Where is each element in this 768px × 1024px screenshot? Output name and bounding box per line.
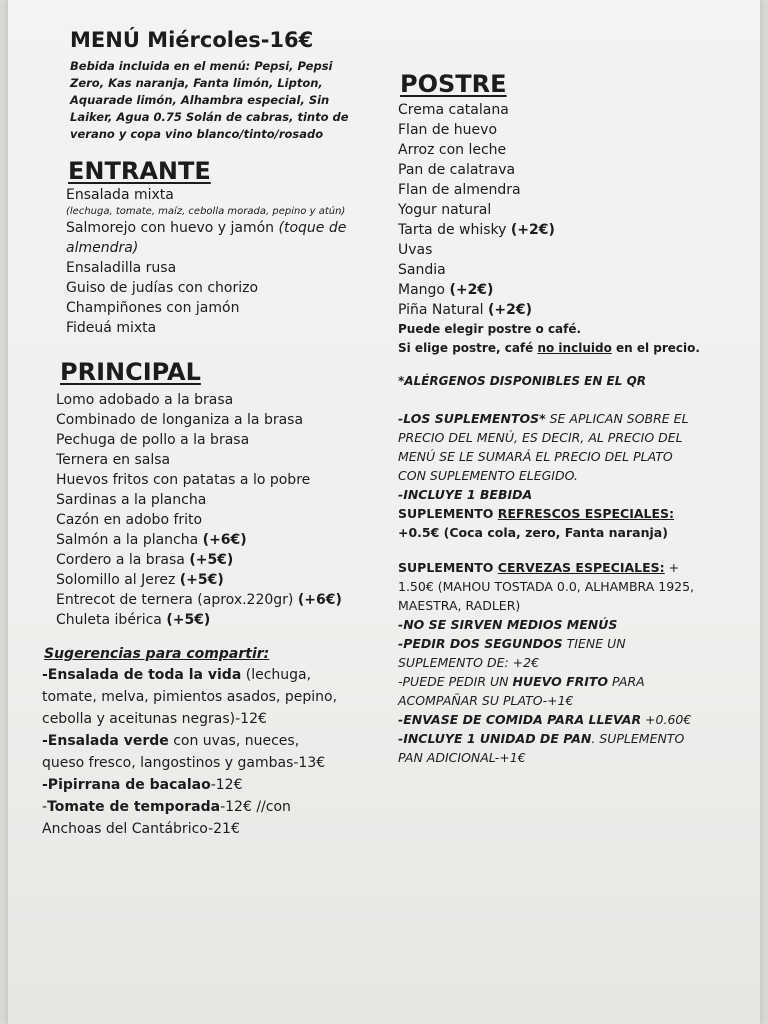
- postre-item: Mango (+2€): [398, 282, 494, 298]
- entrante-list: [66, 185, 388, 338]
- left-column: [38, 28, 388, 840]
- entrante-item: Ensaladilla rusa: [66, 260, 177, 276]
- principal-item: Ternera en salsa: [56, 452, 171, 468]
- principal-item: Chuleta ibérica (+5€): [56, 612, 211, 628]
- bebida-rule: -INCLUYE 1 BEBIDA: [398, 487, 533, 502]
- suplementos-block: [398, 409, 698, 767]
- postre-item: Flan de huevo: [398, 122, 498, 138]
- right-column: [398, 70, 748, 767]
- menu-sheet: [8, 0, 760, 1024]
- postre-item: Arroz con leche: [398, 142, 507, 158]
- sugerencia-item: -Ensalada verde con uvas, nueces, queso fresco, langostinos y gambas-13€: [42, 733, 326, 771]
- principal-list: [56, 390, 388, 630]
- sugerencia-item: -Ensalada de toda la vida (lechuga, tomate, melva, pimientos asados, pepino, cebolla y aceitunas negras)-12€: [42, 667, 338, 727]
- principal-item: Solomillo al Jerez (+5€): [56, 572, 224, 588]
- pan-rule: -INCLUYE 1 UNIDAD DE PAN. SUPLEMENTO PAN ADICIONAL-+1€: [398, 731, 685, 765]
- postre-note: Puede elegir postre o café.: [398, 322, 582, 336]
- postre-list: [398, 100, 748, 320]
- sugerencia-item: -Tomate de temporada-12€ //con Anchoas del Cantábrico-21€: [42, 799, 291, 837]
- principal-item: Lomo adobado a la brasa: [56, 392, 234, 408]
- principal-item: Huevos fritos con patatas a lo pobre: [56, 472, 311, 488]
- huevo-rule: -PUEDE PEDIR UN HUEVO FRITO PARA ACOMPAÑAR SU PLATO-+1€: [398, 674, 645, 708]
- alergenos-note: *ALÉRGENOS DISPONIBLES EN EL QR: [398, 374, 647, 388]
- drinks-included-text: Bebida incluida en el menú: Pepsi, Pepsi Zero, Kas naranja, Fanta limón, Lipton, Aquarade limón, Alhambra especial, Sin Laiker, Agua 0.75 Solán de cabras, tinto de verano y copa vino blanco/tinto/rosado: [70, 59, 349, 141]
- postre-heading: POSTRE: [400, 70, 507, 98]
- entrante-item: Salmorejo con huevo y jamón (toque de almendra): [66, 220, 347, 256]
- principal-item: Combinado de longaniza a la brasa: [56, 412, 304, 428]
- refrescos-rule: SUPLEMENTO REFRESCOS ESPECIALES:: [398, 506, 675, 521]
- postre-item: Crema catalana: [398, 102, 509, 118]
- principal-item: Cazón en adobo frito: [56, 512, 203, 528]
- principal-item: Pechuga de pollo a la brasa: [56, 432, 250, 448]
- postre-item: Piña Natural (+2€): [398, 302, 533, 318]
- principal-heading: PRINCIPAL: [60, 358, 201, 386]
- menu-title: MENÚ Miércoles-16€: [70, 28, 314, 52]
- entrante-heading: ENTRANTE: [68, 157, 211, 185]
- principal-item: Salmón a la plancha (+6€): [56, 532, 247, 548]
- suplementos-rule: -LOS SUPLEMENTOS* SE APLICAN SOBRE EL PRECIO DEL MENÚ, ES DECIR, AL PRECIO DEL MENÚ SE LE SUMARÁ EL PRECIO DEL PLATO CON SUPLEMENTO ELEGIDO.: [398, 411, 689, 483]
- postre-item: Uvas: [398, 242, 433, 258]
- principal-item: Sardinas a la plancha: [56, 492, 207, 508]
- postre-item: Flan de almendra: [398, 182, 521, 198]
- envase-rule: -ENVASE DE COMIDA PARA LLEVAR +0.60€: [398, 712, 692, 727]
- medios-rule: -NO SE SIRVEN MEDIOS MENÚS: [398, 617, 618, 632]
- postre-item: Tarta de whisky (+2€): [398, 222, 555, 238]
- entrante-item: Champiñones con jamón: [66, 300, 240, 316]
- postre-item: Sandia: [398, 262, 446, 278]
- segundos-rule: -PEDIR DOS SEGUNDOS TIENE UN SUPLEMENTO DE: +2€: [398, 636, 626, 670]
- entrante-item: Ensalada mixta (lechuga, tomate, maíz, cebolla morada, pepino y atún): [66, 187, 346, 217]
- entrante-item: Guiso de judías con chorizo: [66, 280, 259, 296]
- sugerencias-list: [42, 664, 342, 840]
- principal-item: Entrecot de ternera (aprox.220gr) (+6€): [56, 592, 342, 608]
- cervezas-rule: SUPLEMENTO CERVEZAS ESPECIALES: + 1.50€ (MAHOU TOSTADA 0.0, ALHAMBRA 1925, MAESTRA, RADLER): [398, 560, 695, 613]
- sugerencia-item: -Pipirrana de bacalao-12€: [42, 777, 243, 793]
- sugerencias-heading: Sugerencias para compartir:: [44, 646, 270, 662]
- principal-item: Cordero a la brasa (+5€): [56, 552, 234, 568]
- postre-item: Pan de calatrava: [398, 162, 516, 178]
- postre-cafe-note: Si elige postre, café no incluido en el precio.: [398, 341, 700, 355]
- postre-item: Yogur natural: [398, 202, 492, 218]
- refrescos-price: +0.5€ (Coca cola, zero, Fanta naranja): [398, 525, 668, 540]
- entrante-item: Fideuá mixta: [66, 320, 157, 336]
